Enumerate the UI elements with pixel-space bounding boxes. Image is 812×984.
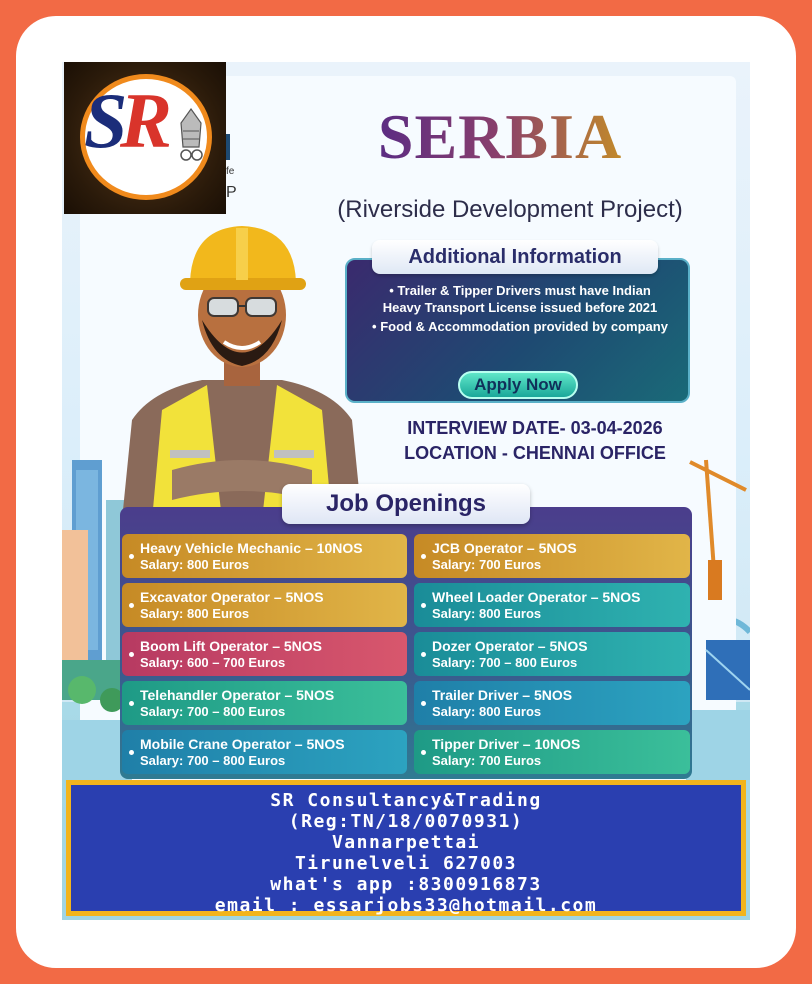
job-item: [122, 632, 407, 676]
company-name: SR Consultancy&Trading: [270, 790, 542, 811]
apply-now-button[interactable]: Apply Now: [458, 371, 578, 399]
construction-worker-illustration: [112, 220, 372, 520]
job-title: Mobile Crane Operator – 5NOS: [140, 736, 345, 752]
job-salary: Salary: 700 – 800 Euros: [432, 655, 578, 670]
job-title: Telehandler Operator – 5NOS: [140, 687, 335, 703]
job-item: [414, 632, 690, 676]
job-item: [122, 534, 407, 578]
job-title: Excavator Operator – 5NOS: [140, 589, 324, 605]
text-fragment: P: [226, 184, 237, 201]
job-salary: Salary: 800 Euros: [432, 606, 542, 621]
interview-details: [330, 416, 740, 466]
whatsapp-contact: what's app :8300916873: [270, 874, 542, 895]
interview-date: INTERVIEW DATE- 03-04-2026: [407, 418, 663, 438]
job-title: Wheel Loader Operator – 5NOS: [432, 589, 641, 605]
interview-location: LOCATION - CHENNAI OFFICE: [404, 443, 666, 463]
job-item: [122, 730, 407, 774]
job-item: [414, 730, 690, 774]
page-title: SERBIA: [377, 101, 623, 172]
list-item: • Food & Accommodation provided by company: [370, 318, 670, 335]
logo-letter-r: R: [120, 77, 173, 164]
crane-illustration: [686, 450, 750, 780]
job-item: [414, 534, 690, 578]
job-salary: Salary: 600 – 700 Euros: [140, 655, 286, 670]
contact-footer: [66, 780, 746, 916]
registration-number: (Reg:TN/18/0070931): [288, 811, 524, 832]
list-item: • Trailer & Tipper Drivers must have Indian Heavy Transport License issued before 2021: [370, 282, 670, 316]
page-subtitle: (Riverside Development Project): [337, 196, 683, 223]
job-salary: Salary: 700 Euros: [432, 753, 542, 768]
job-item: [414, 681, 690, 725]
job-item: [122, 681, 407, 725]
job-salary: Salary: 700 Euros: [432, 557, 542, 572]
job-salary: Salary: 800 Euros: [140, 606, 250, 621]
job-title: Dozer Operator – 5NOS: [432, 638, 588, 654]
company-logo: [64, 62, 226, 214]
job-salary: Salary: 800 Euros: [140, 557, 250, 572]
job-openings-heading: Job Openings: [282, 484, 530, 524]
job-title: Heavy Vehicle Mechanic – 10NOS: [140, 540, 363, 556]
job-item: [414, 583, 690, 627]
additional-info-heading: Additional Information: [372, 240, 658, 274]
job-title: Trailer Driver – 5NOS: [432, 687, 573, 703]
logo-letter-s: S: [84, 77, 128, 164]
text-fragment: fe: [226, 166, 235, 177]
chariot-icon: [177, 107, 205, 163]
logo-edge-mark: [226, 134, 230, 160]
job-title: Tipper Driver – 10NOS: [432, 736, 581, 752]
job-salary: Salary: 700 – 800 Euros: [140, 704, 286, 719]
job-title: JCB Operator – 5NOS: [432, 540, 577, 556]
additional-info-list: [370, 282, 670, 337]
email-contact[interactable]: email : essarjobs33@hotmail.com: [214, 895, 598, 916]
address-line: Vannarpettai: [331, 832, 481, 853]
job-salary: Salary: 700 – 800 Euros: [140, 753, 286, 768]
job-salary: Salary: 800 Euros: [432, 704, 542, 719]
address-line: Tirunelveli 627003: [294, 853, 518, 874]
job-item: [122, 583, 407, 627]
job-title: Boom Lift Operator – 5NOS: [140, 638, 323, 654]
